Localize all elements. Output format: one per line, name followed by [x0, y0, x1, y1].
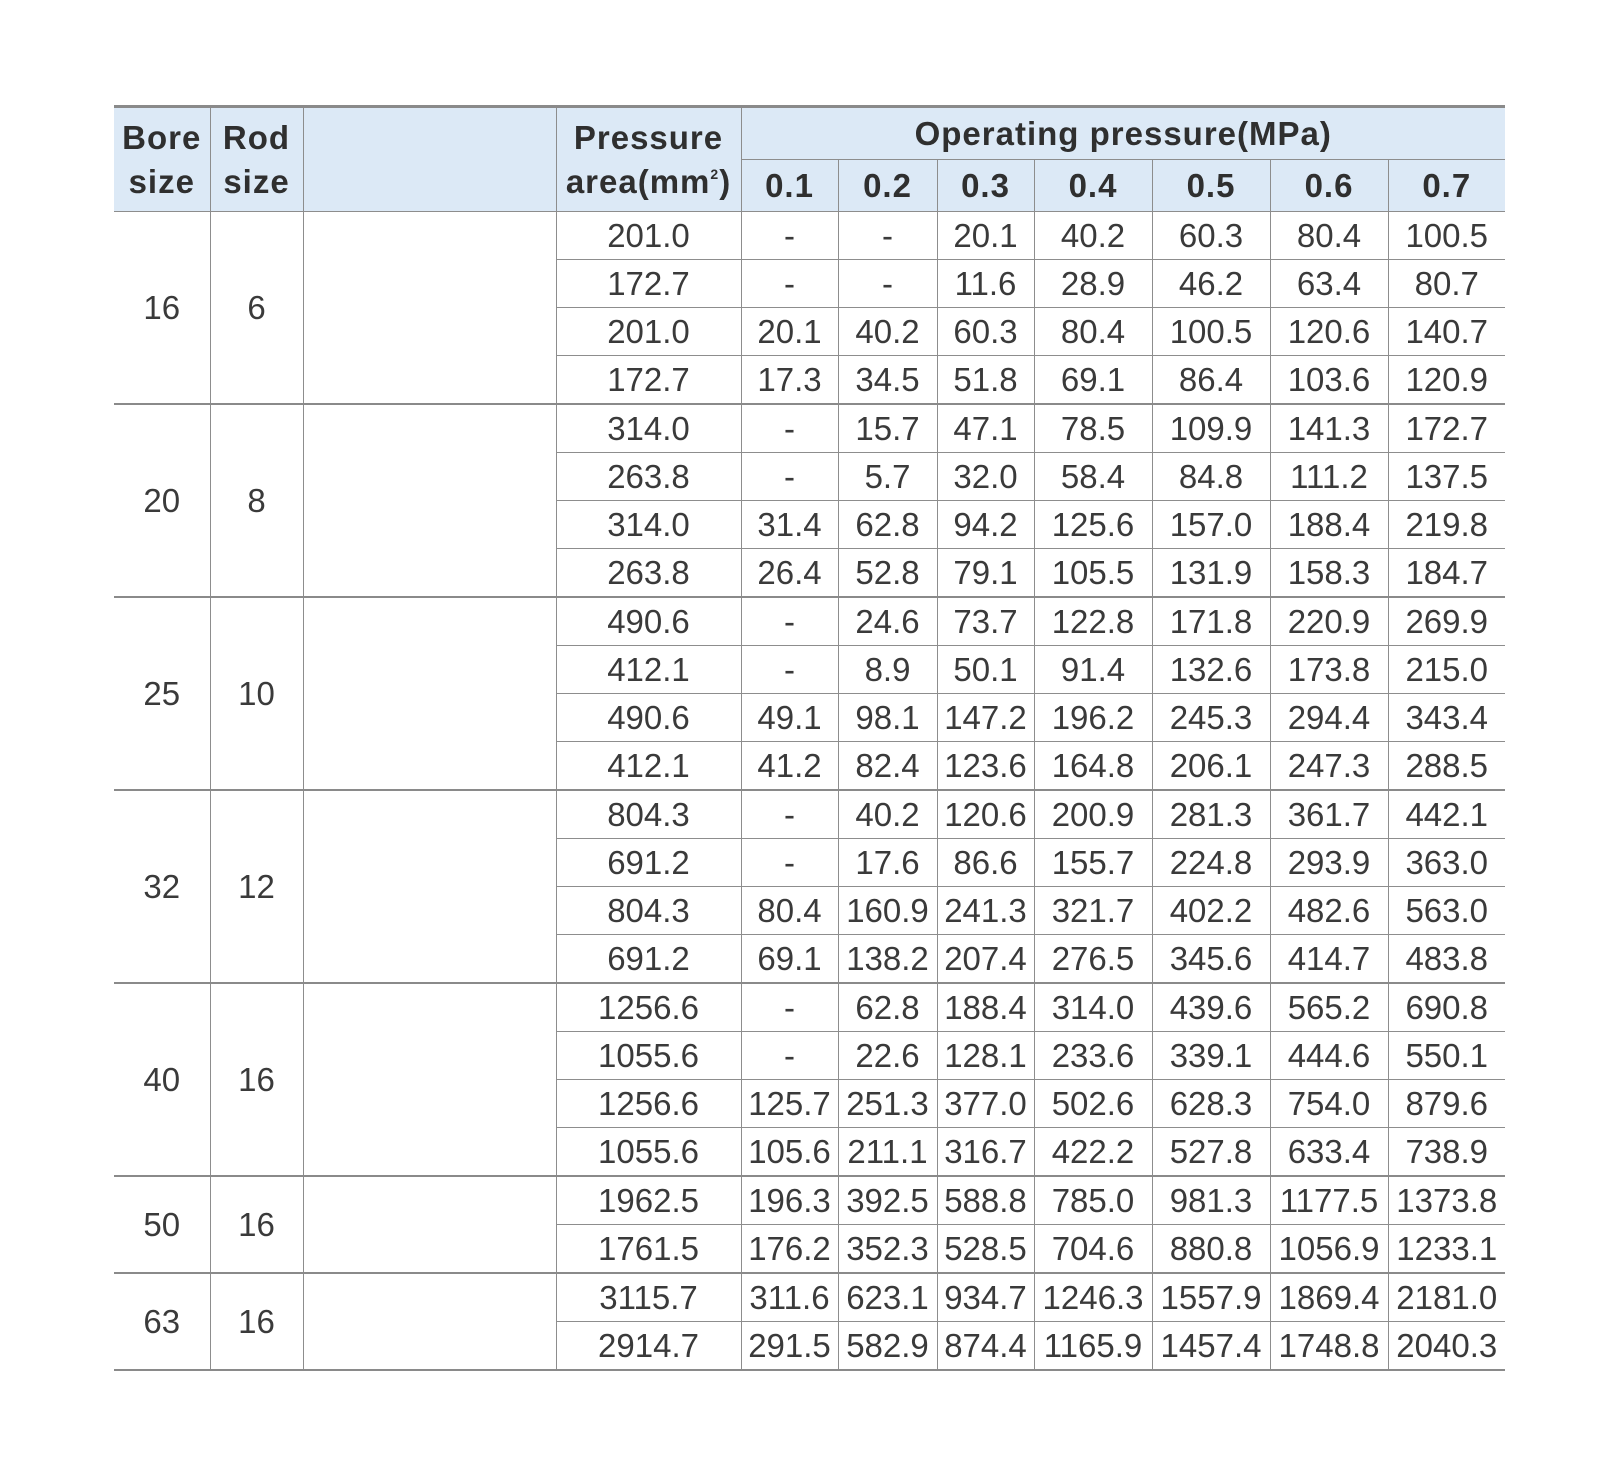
force-value-cell: 20.1: [741, 308, 838, 356]
force-value-cell: 120.6: [937, 790, 1034, 839]
force-value-cell: 32.0: [937, 453, 1034, 501]
force-value-cell: 63.4: [1270, 260, 1388, 308]
table-row: [114, 212, 1505, 260]
force-value-cell: 1177.5: [1270, 1176, 1388, 1225]
blank-cell: [303, 1273, 556, 1370]
force-value-cell: 339.1: [1152, 1032, 1270, 1080]
force-value-cell: -: [838, 260, 937, 308]
force-value-cell: 245.3: [1152, 694, 1270, 742]
force-value-cell: 528.5: [937, 1225, 1034, 1274]
rod-size-cell: 16: [210, 983, 303, 1176]
force-value-cell: 40.2: [838, 308, 937, 356]
force-value-cell: 58.4: [1034, 453, 1152, 501]
force-value-cell: -: [741, 453, 838, 501]
pressure-area-cell: 691.2: [556, 839, 741, 887]
force-value-cell: 132.6: [1152, 646, 1270, 694]
force-value-cell: 172.7: [1388, 404, 1505, 453]
blank-cell: [303, 212, 556, 405]
pressure-header-cell: 0.2: [838, 160, 937, 212]
force-value-cell: 377.0: [937, 1080, 1034, 1128]
force-value-cell: 623.1: [838, 1273, 937, 1322]
force-value-cell: -: [741, 646, 838, 694]
rod-size-cell: 8: [210, 404, 303, 597]
pressure-area-cell: 412.1: [556, 646, 741, 694]
bore-size-cell: 32: [114, 790, 210, 983]
cylinder-force-table: [114, 105, 1505, 1371]
table-row: [114, 404, 1505, 453]
force-value-cell: 122.8: [1034, 597, 1152, 646]
pressure-area-header: Pressure $area(mm^2)$: [556, 107, 741, 212]
force-value-cell: 215.0: [1388, 646, 1505, 694]
force-value-cell: 563.0: [1388, 887, 1505, 935]
force-value-cell: 361.7: [1270, 790, 1388, 839]
force-value-cell: 84.8: [1152, 453, 1270, 501]
force-value-cell: 40.2: [1034, 212, 1152, 260]
force-value-cell: 482.6: [1270, 887, 1388, 935]
force-value-cell: 211.1: [838, 1128, 937, 1177]
force-value-cell: 206.1: [1152, 742, 1270, 791]
force-value-cell: 31.4: [741, 501, 838, 549]
pressure-area-cell: 172.7: [556, 356, 741, 405]
pressure-area-cell: 490.6: [556, 694, 741, 742]
force-value-cell: 251.3: [838, 1080, 937, 1128]
force-value-cell: 80.4: [1034, 308, 1152, 356]
force-value-cell: 934.7: [937, 1273, 1034, 1322]
force-value-cell: 269.9: [1388, 597, 1505, 646]
table-row: [114, 1273, 1505, 1322]
blank-cell: [303, 790, 556, 983]
force-value-cell: 78.5: [1034, 404, 1152, 453]
force-value-cell: 291.5: [741, 1322, 838, 1371]
force-value-cell: 276.5: [1034, 935, 1152, 984]
pressure-area-cell: 1055.6: [556, 1032, 741, 1080]
force-value-cell: 60.3: [1152, 212, 1270, 260]
force-value-cell: 704.6: [1034, 1225, 1152, 1274]
force-value-cell: 128.1: [937, 1032, 1034, 1080]
force-value-cell: 188.4: [937, 983, 1034, 1032]
force-value-cell: 11.6: [937, 260, 1034, 308]
pressure-area-cell: 201.0: [556, 212, 741, 260]
bore-size-cell: 25: [114, 597, 210, 790]
force-value-cell: 439.6: [1152, 983, 1270, 1032]
force-value-cell: 103.6: [1270, 356, 1388, 405]
force-value-cell: 294.4: [1270, 694, 1388, 742]
force-value-cell: 1373.8: [1388, 1176, 1505, 1225]
force-value-cell: 184.7: [1388, 549, 1505, 598]
force-value-cell: 17.6: [838, 839, 937, 887]
force-value-cell: 105.6: [741, 1128, 838, 1177]
force-value-cell: 94.2: [937, 501, 1034, 549]
force-value-cell: 316.7: [937, 1128, 1034, 1177]
force-value-cell: 196.3: [741, 1176, 838, 1225]
force-value-cell: 314.0: [1034, 983, 1152, 1032]
force-value-cell: 233.6: [1034, 1032, 1152, 1080]
pressure-area-cell: 804.3: [556, 790, 741, 839]
force-value-cell: 51.8: [937, 356, 1034, 405]
pressure-area-cell: 1962.5: [556, 1176, 741, 1225]
force-value-cell: 60.3: [937, 308, 1034, 356]
force-value-cell: 79.1: [937, 549, 1034, 598]
force-value-cell: 241.3: [937, 887, 1034, 935]
force-value-cell: 73.7: [937, 597, 1034, 646]
force-value-cell: 131.9: [1152, 549, 1270, 598]
force-value-cell: 1748.8: [1270, 1322, 1388, 1371]
force-value-cell: 293.9: [1270, 839, 1388, 887]
force-value-cell: 690.8: [1388, 983, 1505, 1032]
force-value-cell: 28.9: [1034, 260, 1152, 308]
pressure-area-cell: 1256.6: [556, 1080, 741, 1128]
force-value-cell: 125.6: [1034, 501, 1152, 549]
force-value-cell: 565.2: [1270, 983, 1388, 1032]
force-value-cell: 207.4: [937, 935, 1034, 984]
bore-size-cell: 20: [114, 404, 210, 597]
pressure-header-cell: 0.6: [1270, 160, 1388, 212]
force-value-cell: 422.2: [1034, 1128, 1152, 1177]
force-value-cell: 26.4: [741, 549, 838, 598]
force-value-cell: 22.6: [838, 1032, 937, 1080]
force-value-cell: 444.6: [1270, 1032, 1388, 1080]
force-value-cell: -: [741, 790, 838, 839]
pressure-header-cell: 0.1: [741, 160, 838, 212]
table-body: [114, 212, 1505, 1371]
force-value-cell: 247.3: [1270, 742, 1388, 791]
force-value-cell: 120.9: [1388, 356, 1505, 405]
force-value-cell: 1056.9: [1270, 1225, 1388, 1274]
table-row: [114, 1176, 1505, 1225]
force-value-cell: 69.1: [1034, 356, 1152, 405]
force-value-cell: 311.6: [741, 1273, 838, 1322]
force-value-cell: 981.3: [1152, 1176, 1270, 1225]
force-value-cell: 633.4: [1270, 1128, 1388, 1177]
force-value-cell: 173.8: [1270, 646, 1388, 694]
force-value-cell: 171.8: [1152, 597, 1270, 646]
force-value-cell: 41.2: [741, 742, 838, 791]
pressure-area-cell: 2914.7: [556, 1322, 741, 1371]
force-value-cell: 879.6: [1388, 1080, 1505, 1128]
force-value-cell: 392.5: [838, 1176, 937, 1225]
pressure-area-cell: 412.1: [556, 742, 741, 791]
blank-cell: [303, 983, 556, 1176]
force-value-cell: 120.6: [1270, 308, 1388, 356]
force-value-cell: 176.2: [741, 1225, 838, 1274]
force-value-cell: 40.2: [838, 790, 937, 839]
rod-size-cell: 16: [210, 1273, 303, 1370]
pressure-area-cell: 263.8: [556, 549, 741, 598]
force-value-cell: 111.2: [1270, 453, 1388, 501]
force-value-cell: 1869.4: [1270, 1273, 1388, 1322]
force-value-cell: 20.1: [937, 212, 1034, 260]
force-value-cell: 82.4: [838, 742, 937, 791]
force-value-cell: 49.1: [741, 694, 838, 742]
force-value-cell: 80.4: [741, 887, 838, 935]
pressure-header-cell: 0.5: [1152, 160, 1270, 212]
force-value-cell: 47.1: [937, 404, 1034, 453]
force-value-cell: 1557.9: [1152, 1273, 1270, 1322]
force-value-cell: 1165.9: [1034, 1322, 1152, 1371]
force-value-cell: -: [741, 839, 838, 887]
force-value-cell: 17.3: [741, 356, 838, 405]
force-value-cell: 414.7: [1270, 935, 1388, 984]
force-value-cell: 91.4: [1034, 646, 1152, 694]
rod-size-cell: 6: [210, 212, 303, 405]
rod-size-cell: 12: [210, 790, 303, 983]
force-value-cell: 738.9: [1388, 1128, 1505, 1177]
force-value-cell: 200.9: [1034, 790, 1152, 839]
rod-size-cell: 16: [210, 1176, 303, 1273]
rod-size-header: Rod size: [210, 107, 303, 212]
force-value-cell: 220.9: [1270, 597, 1388, 646]
force-value-cell: 363.0: [1388, 839, 1505, 887]
force-value-cell: 140.7: [1388, 308, 1505, 356]
force-value-cell: 69.1: [741, 935, 838, 984]
force-value-cell: 874.4: [937, 1322, 1034, 1371]
pressure-area-cell: 490.6: [556, 597, 741, 646]
force-value-cell: 100.5: [1152, 308, 1270, 356]
force-value-cell: 98.1: [838, 694, 937, 742]
force-value-cell: 345.6: [1152, 935, 1270, 984]
pressure-area-cell: 314.0: [556, 404, 741, 453]
force-value-cell: 62.8: [838, 501, 937, 549]
force-value-cell: 86.4: [1152, 356, 1270, 405]
pressure-header-cell: 0.4: [1034, 160, 1152, 212]
force-value-cell: -: [741, 260, 838, 308]
force-value-cell: 34.5: [838, 356, 937, 405]
pressure-area-cell: 314.0: [556, 501, 741, 549]
force-value-cell: 281.3: [1152, 790, 1270, 839]
bore-size-cell: 16: [114, 212, 210, 405]
force-value-cell: 1246.3: [1034, 1273, 1152, 1322]
pressure-area-cell: 1055.6: [556, 1128, 741, 1177]
table-row: [114, 790, 1505, 839]
pressure-area-cell: 263.8: [556, 453, 741, 501]
force-value-cell: 550.1: [1388, 1032, 1505, 1080]
pressure-area-cell: 691.2: [556, 935, 741, 984]
force-value-cell: 321.7: [1034, 887, 1152, 935]
force-value-cell: 483.8: [1388, 935, 1505, 984]
table-row: [114, 597, 1505, 646]
force-value-cell: 164.8: [1034, 742, 1152, 791]
force-value-cell: 8.9: [838, 646, 937, 694]
force-value-cell: 160.9: [838, 887, 937, 935]
force-value-cell: 754.0: [1270, 1080, 1388, 1128]
blank-cell: [303, 597, 556, 790]
force-value-cell: 155.7: [1034, 839, 1152, 887]
force-value-cell: 188.4: [1270, 501, 1388, 549]
pressure-area-cell: 1256.6: [556, 983, 741, 1032]
force-value-cell: 158.3: [1270, 549, 1388, 598]
blank-header: [303, 107, 556, 212]
force-value-cell: 442.1: [1388, 790, 1505, 839]
pressure-area-cell: 201.0: [556, 308, 741, 356]
force-value-cell: 288.5: [1388, 742, 1505, 791]
force-value-cell: 80.4: [1270, 212, 1388, 260]
force-value-cell: 86.6: [937, 839, 1034, 887]
force-value-cell: -: [838, 212, 937, 260]
pressure-header-cell: 0.7: [1388, 160, 1505, 212]
pressure-area-cell: 172.7: [556, 260, 741, 308]
pressure-header-cell: 0.3: [937, 160, 1034, 212]
force-value-cell: 588.8: [937, 1176, 1034, 1225]
operating-pressure-header: Operating pressure(MPa): [741, 107, 1505, 160]
force-value-cell: 147.2: [937, 694, 1034, 742]
pressure-area-cell: 804.3: [556, 887, 741, 935]
force-value-cell: 219.8: [1388, 501, 1505, 549]
force-value-cell: 15.7: [838, 404, 937, 453]
force-value-cell: 196.2: [1034, 694, 1152, 742]
force-value-cell: -: [741, 983, 838, 1032]
force-value-cell: 5.7: [838, 453, 937, 501]
force-value-cell: 105.5: [1034, 549, 1152, 598]
force-value-cell: 157.0: [1152, 501, 1270, 549]
force-value-cell: 880.8: [1152, 1225, 1270, 1274]
force-value-cell: 125.7: [741, 1080, 838, 1128]
force-value-cell: 628.3: [1152, 1080, 1270, 1128]
blank-cell: [303, 1176, 556, 1273]
force-value-cell: 109.9: [1152, 404, 1270, 453]
force-value-cell: 52.8: [838, 549, 937, 598]
force-value-cell: 224.8: [1152, 839, 1270, 887]
force-value-cell: 62.8: [838, 983, 937, 1032]
force-value-cell: 137.5: [1388, 453, 1505, 501]
bore-size-cell: 40: [114, 983, 210, 1176]
table-header: [114, 107, 1505, 212]
force-value-cell: 2040.3: [1388, 1322, 1505, 1371]
force-value-cell: 1233.1: [1388, 1225, 1505, 1274]
rod-size-cell: 10: [210, 597, 303, 790]
force-value-cell: 582.9: [838, 1322, 937, 1371]
force-value-cell: 24.6: [838, 597, 937, 646]
bore-size-header: Bore size: [114, 107, 210, 212]
pressure-area-cell: 3115.7: [556, 1273, 741, 1322]
table-row: [114, 983, 1505, 1032]
force-value-cell: 100.5: [1388, 212, 1505, 260]
force-value-cell: 123.6: [937, 742, 1034, 791]
force-value-cell: 80.7: [1388, 260, 1505, 308]
force-value-cell: 785.0: [1034, 1176, 1152, 1225]
force-value-cell: 138.2: [838, 935, 937, 984]
blank-cell: [303, 404, 556, 597]
force-value-cell: 50.1: [937, 646, 1034, 694]
force-value-cell: 46.2: [1152, 260, 1270, 308]
bore-size-cell: 63: [114, 1273, 210, 1370]
force-value-cell: 527.8: [1152, 1128, 1270, 1177]
force-value-cell: 402.2: [1152, 887, 1270, 935]
force-value-cell: 141.3: [1270, 404, 1388, 453]
force-value-cell: 502.6: [1034, 1080, 1152, 1128]
force-value-cell: 343.4: [1388, 694, 1505, 742]
force-value-cell: -: [741, 597, 838, 646]
pressure-area-cell: 1761.5: [556, 1225, 741, 1274]
force-value-cell: -: [741, 404, 838, 453]
force-value-cell: 1457.4: [1152, 1322, 1270, 1371]
force-value-cell: -: [741, 212, 838, 260]
force-value-cell: 352.3: [838, 1225, 937, 1274]
bore-size-cell: 50: [114, 1176, 210, 1273]
force-value-cell: -: [741, 1032, 838, 1080]
force-value-cell: 2181.0: [1388, 1273, 1505, 1322]
